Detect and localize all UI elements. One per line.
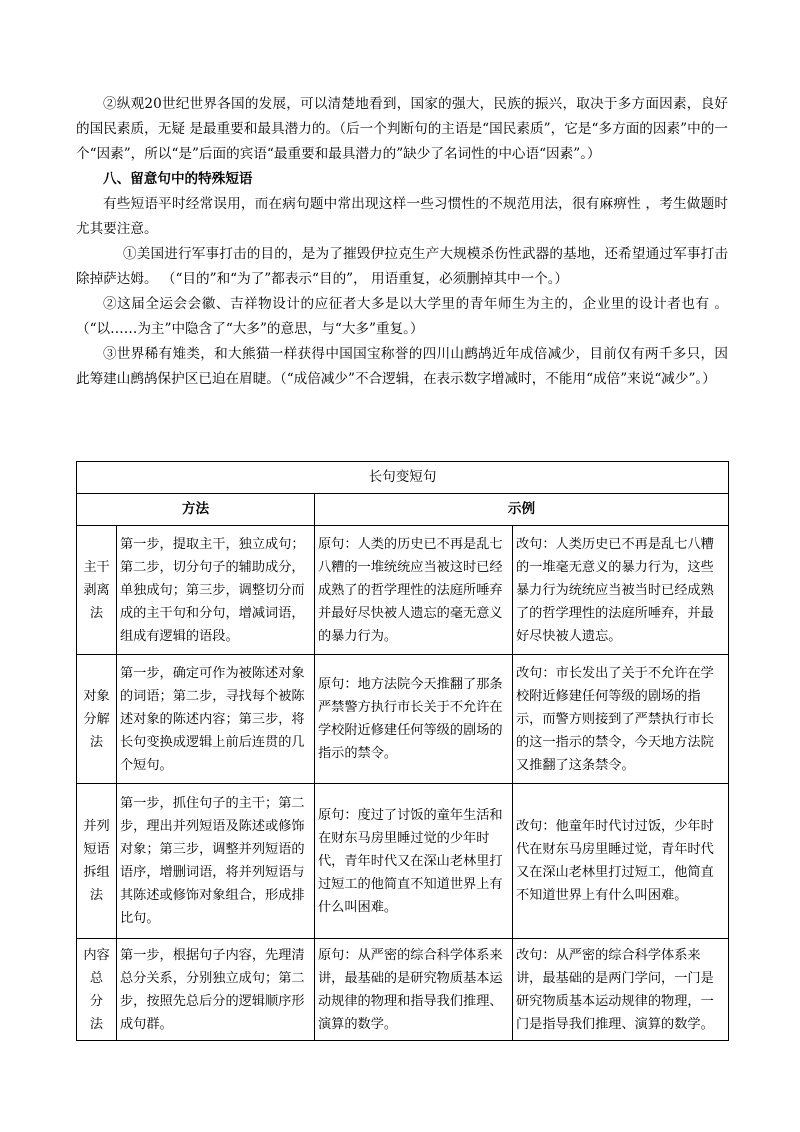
- header-method: 方法: [77, 494, 315, 526]
- long-to-short-table: [76, 461, 729, 1041]
- original-sentence-cell: 原句：人类的历史已不再是乱七八糟的一堆统统应当被这时已经成熟了的哲学理性的法庭所唾弃并最好尽快被人遗忘的毫无意义的暴力行为。: [315, 526, 513, 655]
- method-cell: 第一步，提取主干，独立成句；第二步，切分句子的辅助成分，单独成句；第三步，调整切分而成的主干句和分句，增减词语，组成有逻辑的语段。: [117, 526, 315, 655]
- table-caption-row: [77, 462, 729, 494]
- revised-sentence-cell: 改句：市长发出了关于不允许在学校附近修建任何等级的剧场的指示，而警方则接到了严禁执行市长的这一指示的禁令，今天地方法院又推翻了这条禁令。: [513, 655, 729, 784]
- row-label-line: 内容: [83, 947, 110, 963]
- row-label-line: 剥离: [83, 582, 110, 598]
- row-label-line: 法: [89, 605, 104, 621]
- row-label-line: 主干: [83, 559, 110, 575]
- paragraph-4: ②这届全运会会徽、吉祥物设计的应征者大多是以大学里的青年师生为主的，企业里的设计者也有 。（“以……为主”中隐含了“大多”的意思，与“大多”重复。）: [76, 296, 728, 337]
- row-label-line: 拆组: [83, 865, 110, 880]
- row-label-line: 总 分: [89, 970, 117, 1009]
- row-label-line: 对象: [83, 688, 110, 704]
- method-cell: 第一步，确定可作为被陈述对象的词语；第二步，寻找每个被陈述对象的陈述内容；第三步，将长句变换成逻辑上前后连贯的几个短句。: [117, 655, 315, 784]
- section-heading: 八、留意句中的特殊短语: [103, 171, 253, 187]
- row-label-line: 法: [89, 888, 104, 903]
- table-row: [77, 939, 729, 1041]
- revised-sentence-cell: 改句：从严密的综合科学体系来讲，最基础的是两门学问，一门是研究物质基本运动规律的物理，一门是指导我们推理、演算的数学。: [513, 939, 729, 1041]
- table-row: [77, 526, 729, 655]
- original-sentence-cell: 原句：从严密的综合科学体系来讲，最基础的是研究物质基本运动规律的物理和指导我们推理、演算的数学。: [315, 939, 513, 1041]
- revised-sentence-cell: 改句：他童年时代讨过饭，少年时代在财东马房里睡过觉，青年时代又在深山老林里打过短工，他简直不知道世界上有什么叫困难。: [513, 784, 729, 939]
- row-label: [77, 655, 117, 784]
- method-cell: 第一步，抓住句子的主干；第二步，理出并列短语及陈述或修饰对象；第三步，调整并列短语的语序，增删词语，将并列短语与其陈述或修饰对象组合，形成排比句。: [117, 784, 315, 939]
- row-label-line: 法: [89, 1016, 104, 1032]
- row-label: [77, 784, 117, 939]
- table-row: [77, 784, 729, 939]
- original-sentence-cell: 原句：度过了讨饭的童年生活和在财东马房里睡过觉的少年时代，青年时代又在深山老林里打过短工的他简直不知道世界上有什么叫困难。: [315, 784, 513, 939]
- row-label-line: 法: [89, 734, 104, 750]
- header-example: 示例: [315, 494, 729, 526]
- row-label-line: 短语: [83, 842, 110, 857]
- paragraph-3: ①美国进行军事打击的目的，是为了摧毁伊拉克生产大规模杀伤性武器的基地，还希望通过军事打击除掉萨达姆。 （“目的”和“为了”都表示“目的”， 用语重复，必须删掉其中一个。）: [76, 246, 728, 287]
- table-header-row: [77, 494, 729, 526]
- row-label: [77, 526, 117, 655]
- table-caption: 长句变短句: [77, 462, 729, 494]
- row-label: [77, 939, 117, 1041]
- original-sentence-cell: 原句：地方法院今天推翻了那条严禁警方执行市长关于不允许在学校附近修建任何等级的剧场的指示的禁令。: [315, 655, 513, 784]
- text-block: [76, 92, 728, 392]
- paragraph-1: ②纵观20世纪世界各国的发展，可以清楚地看到，国家的强大，民族的振兴，取决于多方面因素，良好的国民素质，无疑 是最重要和最具潜力的。（后一个判断句的主语是“国民素质”，它是“多方面的因素”中的一个“因素”，所以“是”后面的宾语“最重要和最具潜力的”缺少了名词性的中心语“因素”。）: [76, 96, 728, 162]
- revised-sentence-cell: 改句：人类历史已不再是乱七八糟的一堆毫无意义的暴力行为，这些暴力行为统统应当被当时已经成熟了的哲学理性的法庭所唾弃，并最好尽快被人遗忘。: [513, 526, 729, 655]
- table-row: [77, 655, 729, 784]
- paragraph-2: 有些短语平时经常误用，而在病句题中常出现这样一些习惯性的不规范用法，很有麻痹性 ，考生做题时尤其要注意。: [76, 196, 728, 237]
- method-cell: 第一步，根据句子内容，先理清总分关系，分别独立成句；第二步，按照先总后分的逻辑顺序形成句群。: [117, 939, 315, 1041]
- paragraph-5: ③世界稀有雉类，和大熊猫一样获得中国国宝称誉的四川山鹧鸪近年成倍减少，目前仅有两千多只，因此筹建山鹧鸪保护区已迫在眉睫。（“成倍减少”不合逻辑，在表示数字增减时，不能用“成倍”来说“减少”。）: [76, 346, 728, 387]
- row-label-line: 并列: [83, 819, 110, 834]
- row-label-line: 分解: [83, 711, 110, 727]
